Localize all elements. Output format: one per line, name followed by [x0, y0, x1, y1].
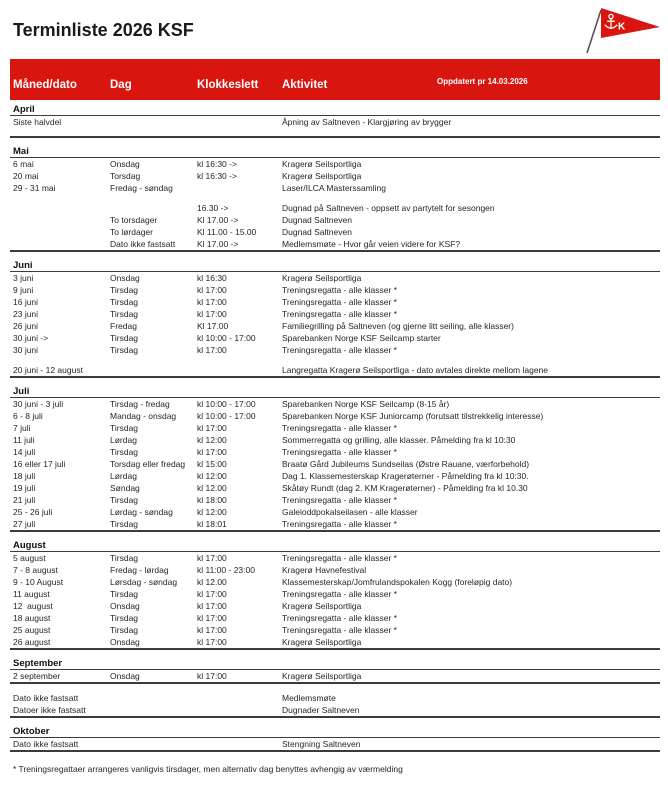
cell-date: Dato ikke fastsatt — [13, 739, 79, 749]
cell-time: kl 17:00 — [197, 671, 227, 681]
cell-day — [110, 738, 197, 750]
table-row — [10, 296, 660, 308]
cell-day: Tirsdag — [110, 309, 139, 319]
cell-activity: Kragerø Seilsportliga — [282, 159, 362, 169]
cell-date: Siste halvdel — [13, 117, 62, 127]
cell-date: 30 juni -> — [13, 333, 49, 343]
cell-activity: Kragerø Seilsportliga — [282, 171, 362, 181]
cell-activity: Treningsregatta - alle klasser * — [282, 423, 397, 433]
cell-time: kl 12.00 — [197, 483, 227, 493]
table-row — [10, 170, 660, 182]
table-row — [10, 636, 660, 648]
table-row — [10, 704, 660, 716]
cell-activity: Treningsregatta - alle klasser * — [282, 447, 397, 457]
cell-time: kl 16:30 -> — [197, 159, 237, 169]
cell-activity: Treningsregatta - alle klasser * — [282, 553, 397, 563]
cell-time — [197, 116, 282, 128]
table-row — [10, 434, 660, 446]
table-row — [10, 494, 660, 506]
page-title: Terminliste 2026 KSF — [13, 20, 194, 40]
cell-date: 6 - 8 juli — [13, 411, 43, 421]
month-heading: Juli — [10, 386, 660, 398]
cell-activity: Stengning Saltneven — [282, 739, 361, 749]
cell-activity: Treningsregatta - alle klasser * — [282, 285, 397, 295]
cell-day — [110, 356, 197, 364]
table-row — [10, 600, 660, 612]
cell-day: Tirsdag — [110, 553, 139, 563]
table-row — [10, 564, 660, 576]
cell-time — [197, 692, 282, 704]
section-body — [10, 738, 660, 752]
cell-activity: Kragerø Seilsportliga — [282, 601, 362, 611]
cell-time: kl 17:00 — [197, 297, 227, 307]
cell-date: 3 juni — [13, 273, 34, 283]
cell-time: Kl 17.00 -> — [197, 215, 239, 225]
table-row — [10, 506, 660, 518]
cell-activity: Kragerø Seilsportliga — [282, 273, 362, 283]
cell-day: Lørdag — [110, 435, 137, 445]
table-row — [10, 364, 660, 376]
cell-date: 7 - 8 august — [13, 565, 58, 575]
cell-date: 20 juni - 12 august — [13, 365, 83, 375]
cell-day — [110, 116, 197, 128]
table-row — [10, 226, 660, 238]
cell-day: Mandag - onsdag — [110, 411, 177, 421]
cell-day: Tirsdag — [110, 333, 139, 343]
cell-date: 6 mai — [13, 159, 34, 169]
cell-time: kl 17:00 — [197, 423, 227, 433]
column-header-klokkeslett: Klokkeslett — [197, 79, 259, 91]
cell-day: Fredag — [110, 321, 137, 331]
table-row — [10, 158, 660, 170]
cell-time: kl 16:30 — [197, 273, 227, 283]
cell-day: Onsdag — [110, 601, 140, 611]
cell-time — [197, 364, 282, 376]
cell-date — [13, 128, 110, 136]
cell-date — [13, 238, 110, 250]
cell-time: kl 17:00 — [197, 625, 227, 635]
cell-time: kl 17:00 — [197, 553, 227, 563]
cell-day: Tirsdag — [110, 495, 139, 505]
cell-activity: Treningsregatta - alle klasser * — [282, 589, 397, 599]
cell-activity: Dag 1. Klassemesterskap Kragerøterner - Påmelding fra kl 10:30. — [282, 471, 529, 481]
cell-day: Tirsdag — [110, 519, 139, 529]
cell-activity: Treningsregatta - alle klasser * — [282, 345, 397, 355]
cell-time: kl 17:00 — [197, 447, 227, 457]
cell-time: kl 12:00 — [197, 471, 227, 481]
cell-activity: Åpning av Saltneven - Klargjøring av brygger — [282, 117, 452, 127]
cell-time: kl 17:00 — [197, 613, 227, 623]
section-body — [10, 272, 660, 378]
cell-date — [13, 356, 110, 364]
cell-date: 21 juli — [13, 495, 36, 505]
cell-time: 16.30 -> — [197, 203, 229, 213]
cell-day: To lørdager — [110, 227, 153, 237]
table-row — [10, 398, 660, 410]
cell-date: 20 mai — [13, 171, 39, 181]
section-body — [10, 398, 660, 532]
cell-activity: Sommerregatta og grilling, alle klasser. Påmelding fra kl 10:30 — [282, 435, 516, 445]
cell-activity: Kragerø Seilsportliga — [282, 637, 362, 647]
pennant-flag — [601, 8, 660, 38]
cell-day: Torsdag — [110, 171, 141, 181]
cell-activity: Laser/ILCA Masterssamling — [282, 183, 386, 193]
month-heading: September — [10, 658, 660, 670]
cell-activity: Sparebanken Norge KSF Seilcamp starter — [282, 333, 441, 343]
column-header-aktivitet: Aktivitet — [282, 79, 328, 91]
cell-date: 5 august — [13, 553, 46, 563]
cell-time — [197, 356, 282, 364]
cell-day: Fredag - søndag — [110, 183, 173, 193]
section-body — [10, 116, 660, 138]
cell-time: kl 17:00 — [197, 589, 227, 599]
cell-time: kl 10:00 - 17:00 — [197, 399, 256, 409]
cell-date: 7 juli — [13, 423, 31, 433]
cell-day — [110, 704, 197, 716]
table-row — [10, 738, 660, 750]
cell-day: Tirsdag — [110, 345, 139, 355]
cell-day: To torsdager — [110, 215, 158, 225]
spacer-row — [10, 356, 660, 364]
month-heading: Oktober — [10, 726, 660, 738]
schedule-sections — [10, 104, 660, 752]
cell-time: kl 10:00 - 17:00 — [197, 411, 256, 421]
month-heading: August — [10, 540, 660, 552]
cell-activity: Dugnad Saltneven — [282, 215, 352, 225]
cell-activity: Treningsregatta - alle klasser * — [282, 625, 397, 635]
cell-date: 29 - 31 mai — [13, 183, 56, 193]
cell-date: 11 august — [13, 589, 50, 599]
cell-time: kl 16:30 -> — [197, 171, 237, 181]
cell-date: Dato ikke fastsatt — [13, 693, 79, 703]
month-section — [10, 540, 660, 650]
month-heading: Juni — [10, 260, 660, 272]
cell-date: 18 juli — [13, 471, 36, 481]
cell-date: 27 juli — [13, 519, 36, 529]
cell-time: kl 15:00 — [197, 459, 227, 469]
table-row — [10, 272, 660, 284]
cell-activity: Langregatta Kragerø Seilsportliga - dato avtales direkte mellom lagene — [282, 365, 549, 375]
table-row — [10, 344, 660, 356]
cell-day: Tirsdag — [110, 447, 139, 457]
cell-time: kl 17:00 — [197, 285, 227, 295]
table-row — [10, 458, 660, 470]
cell-day: Onsdag — [110, 159, 140, 169]
month-section — [10, 104, 660, 138]
month-section — [10, 658, 660, 684]
cell-day: Torsdag eller fredag — [110, 459, 186, 469]
cell-date: 25 august — [13, 625, 51, 635]
table-row — [10, 670, 660, 682]
cell-time — [197, 704, 282, 716]
club-pennant-logo — [568, 3, 668, 57]
table-row — [10, 446, 660, 458]
cell-time — [197, 738, 282, 750]
month-section — [10, 146, 660, 252]
cell-time: Kl 17.00 — [197, 321, 229, 331]
cell-date: 19 juli — [13, 483, 36, 493]
cell-date: 9 juni — [13, 285, 34, 295]
cell-day: Tirsdag — [110, 423, 139, 433]
cell-activity: Braatø Gård Jubileums Sundseilas (Østre Rauane, værforbehold) — [282, 459, 530, 469]
cell-day: Tirsdag — [110, 625, 139, 635]
cell-time: kl 10:00 - 17:00 — [197, 333, 256, 343]
month-section — [10, 692, 660, 718]
section-body — [10, 552, 660, 650]
table-row — [10, 308, 660, 320]
cell-activity: Dugnad på Saltneven - oppsett av partytelt for sesongen — [282, 203, 495, 213]
cell-day: Tirsdag — [110, 297, 139, 307]
cell-time: kl 18:00 — [197, 495, 227, 505]
cell-date: 12 august — [13, 601, 53, 611]
cell-date: 14 juli — [13, 447, 36, 457]
cell-activity: Skåtøy Rundt (dag 2. KM Kragerøterner) - Påmelding fra kl 10.30 — [282, 483, 528, 493]
cell-day — [110, 364, 197, 376]
section-body — [10, 158, 660, 252]
cell-date: 11 juli — [13, 435, 35, 445]
table-row — [10, 332, 660, 344]
logo-letter: K — [618, 21, 626, 33]
flag-pole — [587, 10, 601, 53]
cell-activity: Treningsregatta - alle klasser * — [282, 495, 397, 505]
cell-activity — [282, 194, 660, 202]
cell-day — [110, 128, 197, 136]
cell-activity: Dugnader Saltneven — [282, 705, 360, 715]
cell-activity: Familiegrilling på Saltneven (og gjerne litt seiling, alle klasser) — [282, 321, 514, 331]
month-section — [10, 726, 660, 752]
cell-date: 26 juni — [13, 321, 39, 331]
cell-date: 16 juni — [13, 297, 39, 307]
table-row — [10, 320, 660, 332]
cell-activity: Medlemsmøte — [282, 693, 336, 703]
cell-activity — [282, 356, 660, 364]
cell-day: Søndag — [110, 483, 140, 493]
document-content — [10, 0, 660, 774]
cell-date: 30 juni - 3 juli — [13, 399, 64, 409]
column-header-dag: Dag — [110, 79, 132, 91]
table-row — [10, 422, 660, 434]
table-row — [10, 576, 660, 588]
cell-day: Tirsdag — [110, 589, 139, 599]
column-header-maned-dato: Måned/dato — [13, 79, 77, 91]
cell-activity: Sparebanken Norge KSF Seilcamp (8-15 år) — [282, 399, 450, 409]
cell-time: Kl 11.00 - 15.00 — [197, 227, 257, 237]
table-row — [10, 612, 660, 624]
table-row — [10, 238, 660, 250]
table-row — [10, 116, 660, 128]
table-row — [10, 482, 660, 494]
table-row — [10, 692, 660, 704]
cell-day — [110, 692, 197, 704]
table-header-bar — [10, 59, 660, 100]
cell-date: 9 - 10 August — [13, 577, 64, 587]
cell-date: 25 - 26 juli — [13, 507, 53, 517]
cell-date — [13, 214, 110, 226]
cell-day — [110, 202, 197, 214]
cell-time: kl 17:00 — [197, 601, 227, 611]
cell-day — [110, 194, 197, 202]
cell-time: kl 17:00 — [197, 309, 227, 319]
cell-day: Lørsdag - søndag — [110, 577, 178, 587]
table-row — [10, 284, 660, 296]
cell-time: kl 17:00 — [197, 637, 227, 647]
cell-date: Datoer ikke fastsatt — [13, 705, 86, 715]
table-row — [10, 588, 660, 600]
cell-activity: Galeioddpokalseilasen - alle klasser — [282, 507, 418, 517]
cell-date — [13, 194, 110, 202]
table-row — [10, 214, 660, 226]
table-row — [10, 182, 660, 194]
cell-date — [13, 202, 110, 214]
cell-time: kl 17:00 — [197, 345, 227, 355]
section-body — [10, 692, 660, 718]
cell-date — [13, 226, 110, 238]
cell-activity: Sparebanken Norge KSF Juniorcamp (forutsatt tilstrekkelig interesse) — [282, 411, 544, 421]
cell-activity: Treningsregatta - alle klasser * — [282, 297, 397, 307]
table-row — [10, 410, 660, 422]
cell-activity: Treningsregatta - alle klasser * — [282, 613, 397, 623]
spacer-row — [10, 128, 660, 136]
month-section — [10, 260, 660, 378]
cell-day: Tirsdag — [110, 285, 139, 295]
cell-day: Onsdag — [110, 273, 140, 283]
cell-time — [197, 128, 282, 136]
cell-activity — [282, 128, 660, 136]
cell-time: kl 12:00 — [197, 507, 227, 517]
table-row — [10, 624, 660, 636]
month-heading: April — [10, 104, 660, 116]
cell-time: kl 12.00 — [197, 577, 227, 587]
cell-day: Tirsdag — [110, 613, 139, 623]
cell-time: kl 12:00 — [197, 435, 227, 445]
spacer-row — [10, 194, 660, 202]
cell-day: Onsdag — [110, 671, 140, 681]
cell-time — [197, 194, 282, 202]
table-row — [10, 470, 660, 482]
cell-activity: Dugnad Saltneven — [282, 227, 352, 237]
cell-activity: Treningsregatta - alle klasser * — [282, 519, 397, 529]
table-row — [10, 552, 660, 564]
table-row — [10, 518, 660, 530]
cell-date: 16 eller 17 juli — [13, 459, 66, 469]
month-heading: Mai — [10, 146, 660, 158]
cell-activity: Klassemesterskap/Jomfrulandspokalen Kogg (foreløpig dato) — [282, 577, 513, 587]
cell-day: Fredag - lørdag — [110, 565, 169, 575]
table-row — [10, 202, 660, 214]
cell-day: Lørdag — [110, 471, 137, 481]
cell-activity: Medlemsmøte - Hvor går veien videre for KSF? — [282, 239, 461, 249]
cell-time: kl 11:00 - 23:00 — [197, 565, 255, 575]
cell-activity: Treningsregatta - alle klasser * — [282, 309, 397, 319]
cell-date: 2 september — [13, 671, 61, 681]
document-header — [10, 0, 660, 59]
cell-date: 26 august — [13, 637, 51, 647]
footnote: * Treningsregattaer arrangeres vanligvis tirsdager, men alternativ dag benyttes avhengig av værmelding — [13, 764, 403, 774]
cell-date: 23 juni — [13, 309, 39, 319]
cell-day: Tirsdag - fredag — [110, 399, 170, 409]
cell-day: Onsdag — [110, 637, 140, 647]
cell-date: 30 juni — [13, 345, 39, 355]
cell-time — [197, 182, 282, 194]
month-section — [10, 386, 660, 532]
section-body — [10, 670, 660, 684]
cell-time: Kl 17.00 -> — [197, 239, 239, 249]
updated-label: Oppdatert pr 14.03.2026 — [437, 77, 528, 86]
cell-activity: Kragerø Havnefestival — [282, 565, 367, 575]
cell-time: kl 18:01 — [197, 519, 227, 529]
cell-date: 18 august — [13, 613, 51, 623]
cell-activity: Kragerø Seilsportliga — [282, 671, 362, 681]
cell-day: Lørdag - søndag — [110, 507, 173, 517]
cell-day: Dato ikke fastsatt — [110, 239, 176, 249]
